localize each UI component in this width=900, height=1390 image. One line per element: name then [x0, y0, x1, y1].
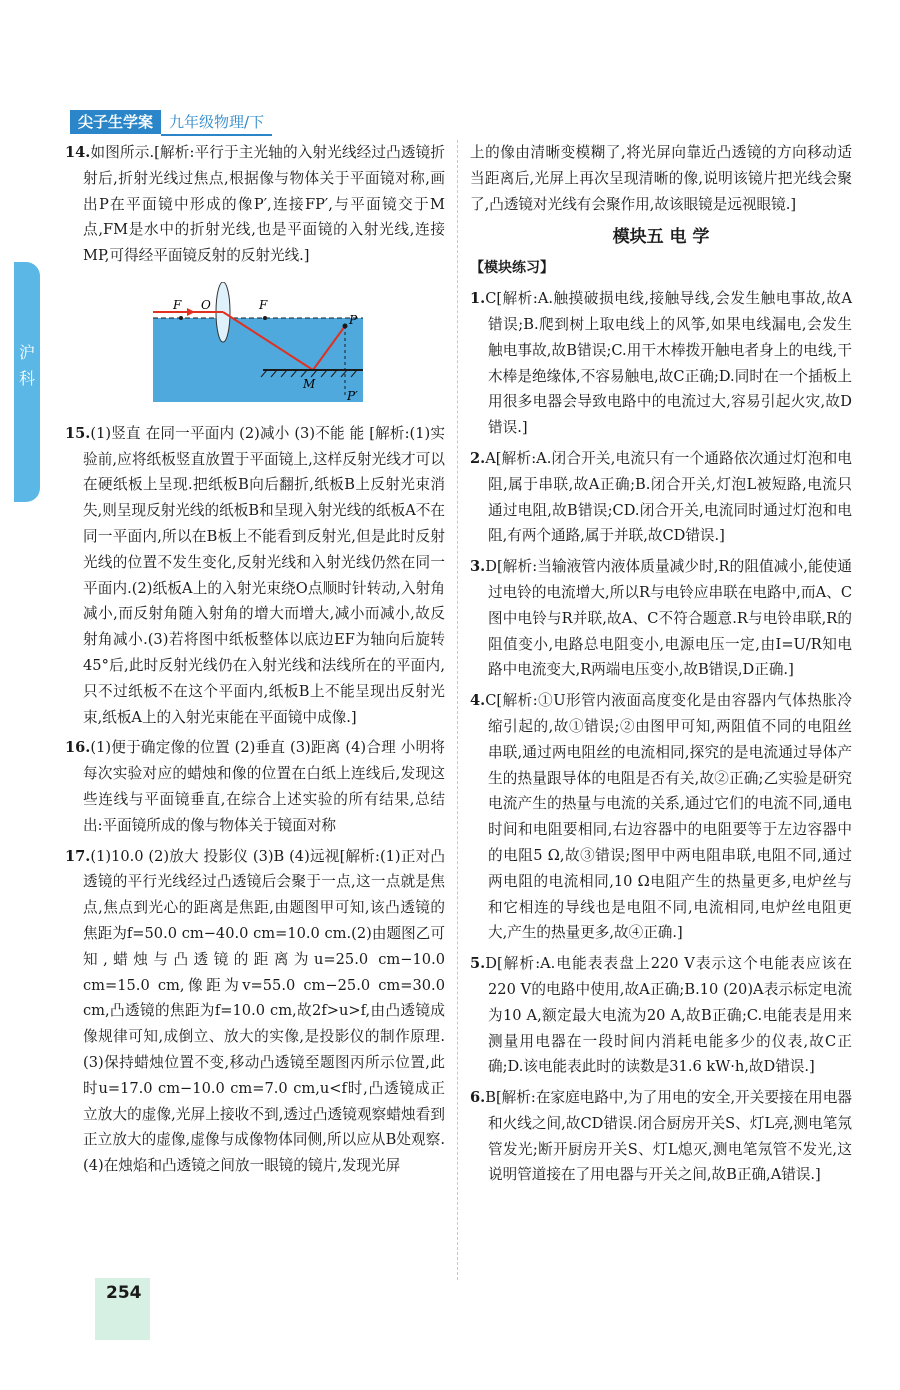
module-title: 模块五 电 学: [612, 227, 710, 248]
answer-text: 如图所示.[解析:平行于主光轴的入射光线经过凸透镜折射后,折射光线过焦点,根据像与物体关于平面镜对称,画出P在平面镜中形成的像P′,连接FP′,与平面镜交于M点,FM是水中的折射光线,也是平面镜的入射光线,连接MP,可得经平面镜反射的反射光线.]: [83, 144, 445, 265]
answer-14: [65, 140, 445, 269]
answer-number: 14.: [65, 144, 91, 161]
water-area: [153, 318, 363, 402]
answer-e3: [470, 554, 852, 683]
answer-e6: [470, 1085, 852, 1188]
answer-text: (1)10.0 (2)放大 投影仪 (3)B (4)远视[解析:(1)正对凸透镜的平行光线经过凸透镜后会聚于一点,这一点就是焦点,焦点到光心的距离是焦距,由题图甲可知,该凸透镜的焦距为f=50.0 cm−40.0 cm=10.0 cm.(2)由题图乙可知,蜡烛与凸透镜的距离为u=25.0 cm−10.0 cm=15.0 cm,像距为v=55.0 cm−25.0 cm=30.0 cm,凸透镜的焦距为f=10.0 cm,故2f>u>f,由凸透镜成像规律可知,成倒立、放大的实像,是投影仪的制作原理.(3)保持蜡烛位置不变,移动凸透镜至题图丙所示位置,此时u=17.0 cm−10.0 cm=7.0 cm,u<f时,凸透镜成正立放大的虚像,光屏上接收不到,透过凸透镜观察蜡烛看到正立放大的虚像,虚像与成像物体同侧,所以应从B处观察.(4)在烛焰和凸透镜之间放一眼镜的镜片,发现光屏: [83, 847, 445, 1175]
side-tab: [14, 262, 40, 502]
answer-number: 5.: [470, 955, 486, 973]
right-column: [470, 140, 852, 1193]
answer-number: 4.: [470, 692, 486, 710]
answer-text: C[解析:A.触摸破损电线,接触导线,会发生触电事故,故A错误;B.爬到树上取电线上的风筝,如果电线漏电,会发生触电事故,故B错误;C.用干木棒拨开触电者身上的电线,干木棒是绝缘体,不容易触电,故C正确;D.同时在一个插板上用很多电器会导致电路中的电流过大,容易引起火灾,故D错误.]: [485, 290, 852, 437]
answer-text: D[解析:A.电能表表盘上220 V表示这个电能表应该在220 V的电路中使用,故A正确;B.10 (20)A表示标定电流为10 A,额定最大电流为20 A,故B正确;C.电能表是用来测量用电器在一段时间内消耗电能多少的仪表,故C正确;D.该电能表此时的读数是31.6 kW·h,故D错误.]: [485, 955, 852, 1076]
answer-number: 15.: [65, 424, 91, 442]
answer-17: [65, 844, 445, 1179]
answer-number: 17.: [65, 847, 91, 865]
answer-e1: [470, 286, 852, 441]
answer-text: (1)竖直 在同一平面内 (2)减小 (3)不能 能 [解析:(1)实验前,应将纸板竖直放置于平面镜上,这样反射光线才可以在硬纸板上呈现.把纸板B向后翻折,纸板B上反射光束消失,则呈现反射光线的纸板B和呈现入射光线的纸板A不在同一平面内,所以在B板上不能看到反射光,但是此时反射光线的位置不发生变化,反射光线和入射光线仍然在同一平面内.(2)纸板A上的入射光束绕O点顺时针转动,入射角减小,而反射角随入射角的增大而增大,减小而减小,故反射角减小.(3)若将图中纸板整体以底边EF为轴向后旋转45°后,此时反射光线仍在入射光线和法线所在的平面内,只不过纸板不在这个平面内,纸板B上不能呈现出反射光束,纸板A上的入射光束能在平面镜中成像.]: [83, 424, 445, 726]
answer-17-continued: 上的像由清晰变模糊了,将光屏向靠近凸透镜的方向移动适当距离后,光屏上再次呈现清晰的像,说明该镜片把光线会聚了,凸透镜对光线有会聚作用,故该眼镜是远视眼镜.]: [470, 144, 852, 213]
answer-e5: [470, 951, 852, 1080]
answer-e2: [470, 446, 852, 549]
answer-number: 16.: [65, 739, 91, 757]
column-divider: [457, 140, 458, 1280]
answer-text: (1)便于确定像的位置 (2)垂直 (3)距离 (4)合理 小明将每次实验对应的蜡烛和像的位置在白纸上连线后,发现这些连线与平面镜垂直,在综合上述实验的所有结果,总结出:平面镜所成的像与物体关于镜面对称: [83, 739, 445, 834]
answer-text: C[解析:①U形管内液面高度变化是由容器内气体热胀冷缩引起的,故①错误;②由图甲可知,两阻值不同的电阻丝串联,通过两电阻丝的电流相同,探究的是电流通过导体产生的热量跟导体的电阻是否有关,故②正确;乙实验是研究电流产生的热量与电流的关系,通过它们的电流不同,通电时间和电阻要相同,右边容器中的电阻要等于左边容器中的电阻5 Ω,故③错误;图甲中两电阻串联,电阻不同,通过两电阻的电流相同,10 Ω电阻产生的热量更多,电炉丝与和它相连的导线也是电阻不同,电流相同,电炉丝电阻更大,产生的热量更多,故④正确.]: [485, 692, 852, 942]
label-p: P: [349, 312, 358, 327]
page-header: [70, 110, 272, 136]
left-column: [65, 140, 445, 1184]
answer-text: D[解析:当输液管内液体质量减少时,R的阻值减小,能使通过电铃的电流增大,所以R与电铃应串联在电路中,而A、C图中电铃与R并联,故A、C不符合题意.R与电铃串联,R的阻值变小,电路总电阻变小,电源电压一定,由I=U/R知电路中电流变大,R两端电压变小,故B错误,D正确.]: [485, 558, 852, 679]
label-p-prime: P′: [347, 388, 358, 402]
label-f-left: F: [173, 297, 182, 312]
incident-arrow: [187, 308, 195, 316]
answer-number: 6.: [470, 1089, 486, 1107]
answer-number: 2.: [470, 449, 486, 467]
answer-number: 1.: [470, 290, 486, 308]
side-tab-label: 沪科: [18, 343, 35, 388]
answer-number: 3.: [470, 558, 486, 576]
label-o: O: [201, 297, 211, 312]
lens-mirror-diagram: [153, 282, 363, 402]
label-m: M: [303, 376, 316, 391]
answer-text: B[解析:在家庭电路中,为了用电的安全,开关要接在用电器和火线之间,故CD错误.闭合厨房开关S、灯L亮,测电笔氖管发光;断开厨房开关S、灯L熄灭,测电笔氖管不发光,这说明管道接在了用电器与开关之间,故B正确,A错误.]: [485, 1089, 852, 1184]
point-p: [343, 323, 348, 328]
brand-title: 尖子生学案: [70, 110, 161, 134]
book-subtitle: 九年级物理/下: [161, 110, 272, 136]
answer-16: [65, 735, 445, 838]
page-number: 254: [106, 1283, 142, 1303]
focus-point-right: [263, 316, 267, 320]
answer-15: [65, 421, 445, 731]
section-tag: 【模块练习】: [470, 260, 554, 277]
answer-e4: [470, 688, 852, 946]
focus-point-left: [179, 316, 183, 320]
label-f-right: F: [259, 297, 268, 312]
answer-text: A[解析:A.闭合开关,电流只有一个通路依次通过灯泡和电阻,属于串联,故A正确;B.闭合开关,灯泡L被短路,电流只通过电阻,故B错误;CD.闭合开关,电流同时通过灯泡和电阻,有两个通路,属于并联,故CD错误.]: [485, 449, 852, 545]
